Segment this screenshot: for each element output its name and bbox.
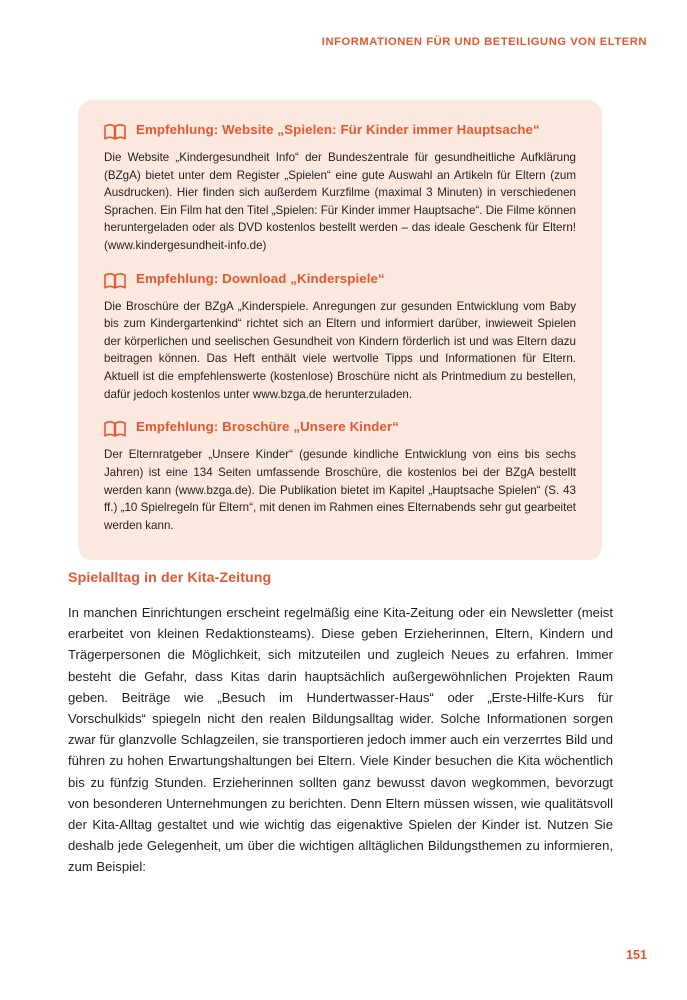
book-icon	[104, 420, 126, 438]
recommendation-text: Die Website „Kindergesundheit Info“ der Bundeszentrale für gesundheitliche Aufklärung (BZgA) bietet unter dem Register „Spielen“ eine gute Auswahl an Artikeln für Eltern (zum Ausdrucken). Hier finden sich außerdem Kurzfilme (maximal 3 Minuten) in verschiedenen Sprachen. Ein Film hat den Titel „Spielen: Für Kinder immer Hauptsache“. Die Filme können heruntergeladen oder als DVD kostenlos bestellt werden – das ideale Geschenk für Eltern! (www.kindergesundheit-info.de)	[104, 151, 576, 253]
recommendation-header	[104, 271, 576, 290]
recommendation-header	[104, 419, 576, 438]
running-head: INFORMATIONEN FÜR UND BETEILIGUNG VON ELTERN	[321, 36, 647, 48]
recommendation-title: Empfehlung: Download „Kinderspiele“	[136, 270, 385, 286]
recommendation-item	[104, 122, 576, 255]
recommendation-item	[104, 419, 576, 534]
recommendation-text: Der Elternratgeber „Unsere Kinder“ (gesunde kindliche Entwicklung von eins bis sechs Jahren) ist eine 134 Seiten umfassende Broschüre, die kostenlos bei der BZgA bestellt werden kann (www.bzga.de). Die Publikation bietet im Kapitel „Hauptsache Spielen“ (S. 43 ff.) „10 Spielregeln für Eltern“, mit denen im Rahmen eines Elternabends sehr gut gearbeitet werden kann.	[104, 448, 576, 532]
recommendation-title: Empfehlung: Website „Spielen: Für Kinder immer Hauptsache“	[136, 122, 540, 137]
book-icon	[104, 123, 126, 141]
recommendation-header	[104, 122, 576, 141]
recommendation-title: Empfehlung: Broschüre „Unsere Kinder“	[136, 419, 400, 435]
section-paragraph: In manchen Einrichtungen erscheint regelmäßig eine Kita-Zeitung oder ein Newsletter (meist erarbeitet von kleinen Redaktionsteams). Diese geben Erzieherinnen, Eltern, Kindern und Trägerpersonen die Möglichkeit, sich mitzuteilen und zugleich Neues zu erfahren. Immer besteht die Gefahr, dass Kitas darin hauptsächlich außergewöhnlichen Projekten Raum geben. Beiträge wie „Besuch im Hundertwasser-Haus“ oder „Erste-Hilfe-Kurs für Vorschulkids“ spiegeln nicht den realen Bildungsalltag wider. Solche Informationen sorgen zwar für glanzvolle Schlagzeilen, sie transportieren jedoch immer auch ein verzerrtes Bild und führen zu hohen Erwartungshaltungen bei Eltern. Viele Kinder besuchen die Kita wöchentlich bis zu fünfzig Stunden. Erzieherinnen sollten ganz bewusst davon wegkommen, bevorzugt von besonderen Unternehmungen zu berichten. Denn Eltern müssen wissen, wie qualitätsvoll der Kita-Alltag gestaltet und wie wichtig das eigenaktive Spielen der Kinder ist. Nutzen Sie deshalb jede Gelegenheit, um über die wichtigen alltäglichen Bildungsthemen zu informieren, zum Beispiel:	[68, 605, 613, 875]
page-number: 151	[625, 948, 647, 962]
section-heading: Spielalltag in der Kita-Zeitung	[68, 570, 272, 586]
book-icon	[104, 272, 126, 290]
recommendation-item	[104, 271, 576, 404]
recommendation-box	[78, 100, 602, 560]
recommendation-text: Die Broschüre der BZgA „Kinderspiele. Anregungen zur gesunden Entwicklung vom Baby bis zum Kindergartenkind“ richtet sich an Eltern und informiert darüber, inwieweit Spielen der körperlichen und seelischen Gesundheit von Kindern förderlich ist und was Eltern dazu beitragen können. Das Heft enthält viele wertvolle Tipps und Informationen für Eltern. Aktuell ist die empfehlenswerte (kostenlose) Broschüre nicht als Printmedium zu bestellen, dafür jedoch kostenlos unter www.bzga.de herunterzuladen.	[104, 299, 576, 401]
body-section	[68, 570, 613, 878]
